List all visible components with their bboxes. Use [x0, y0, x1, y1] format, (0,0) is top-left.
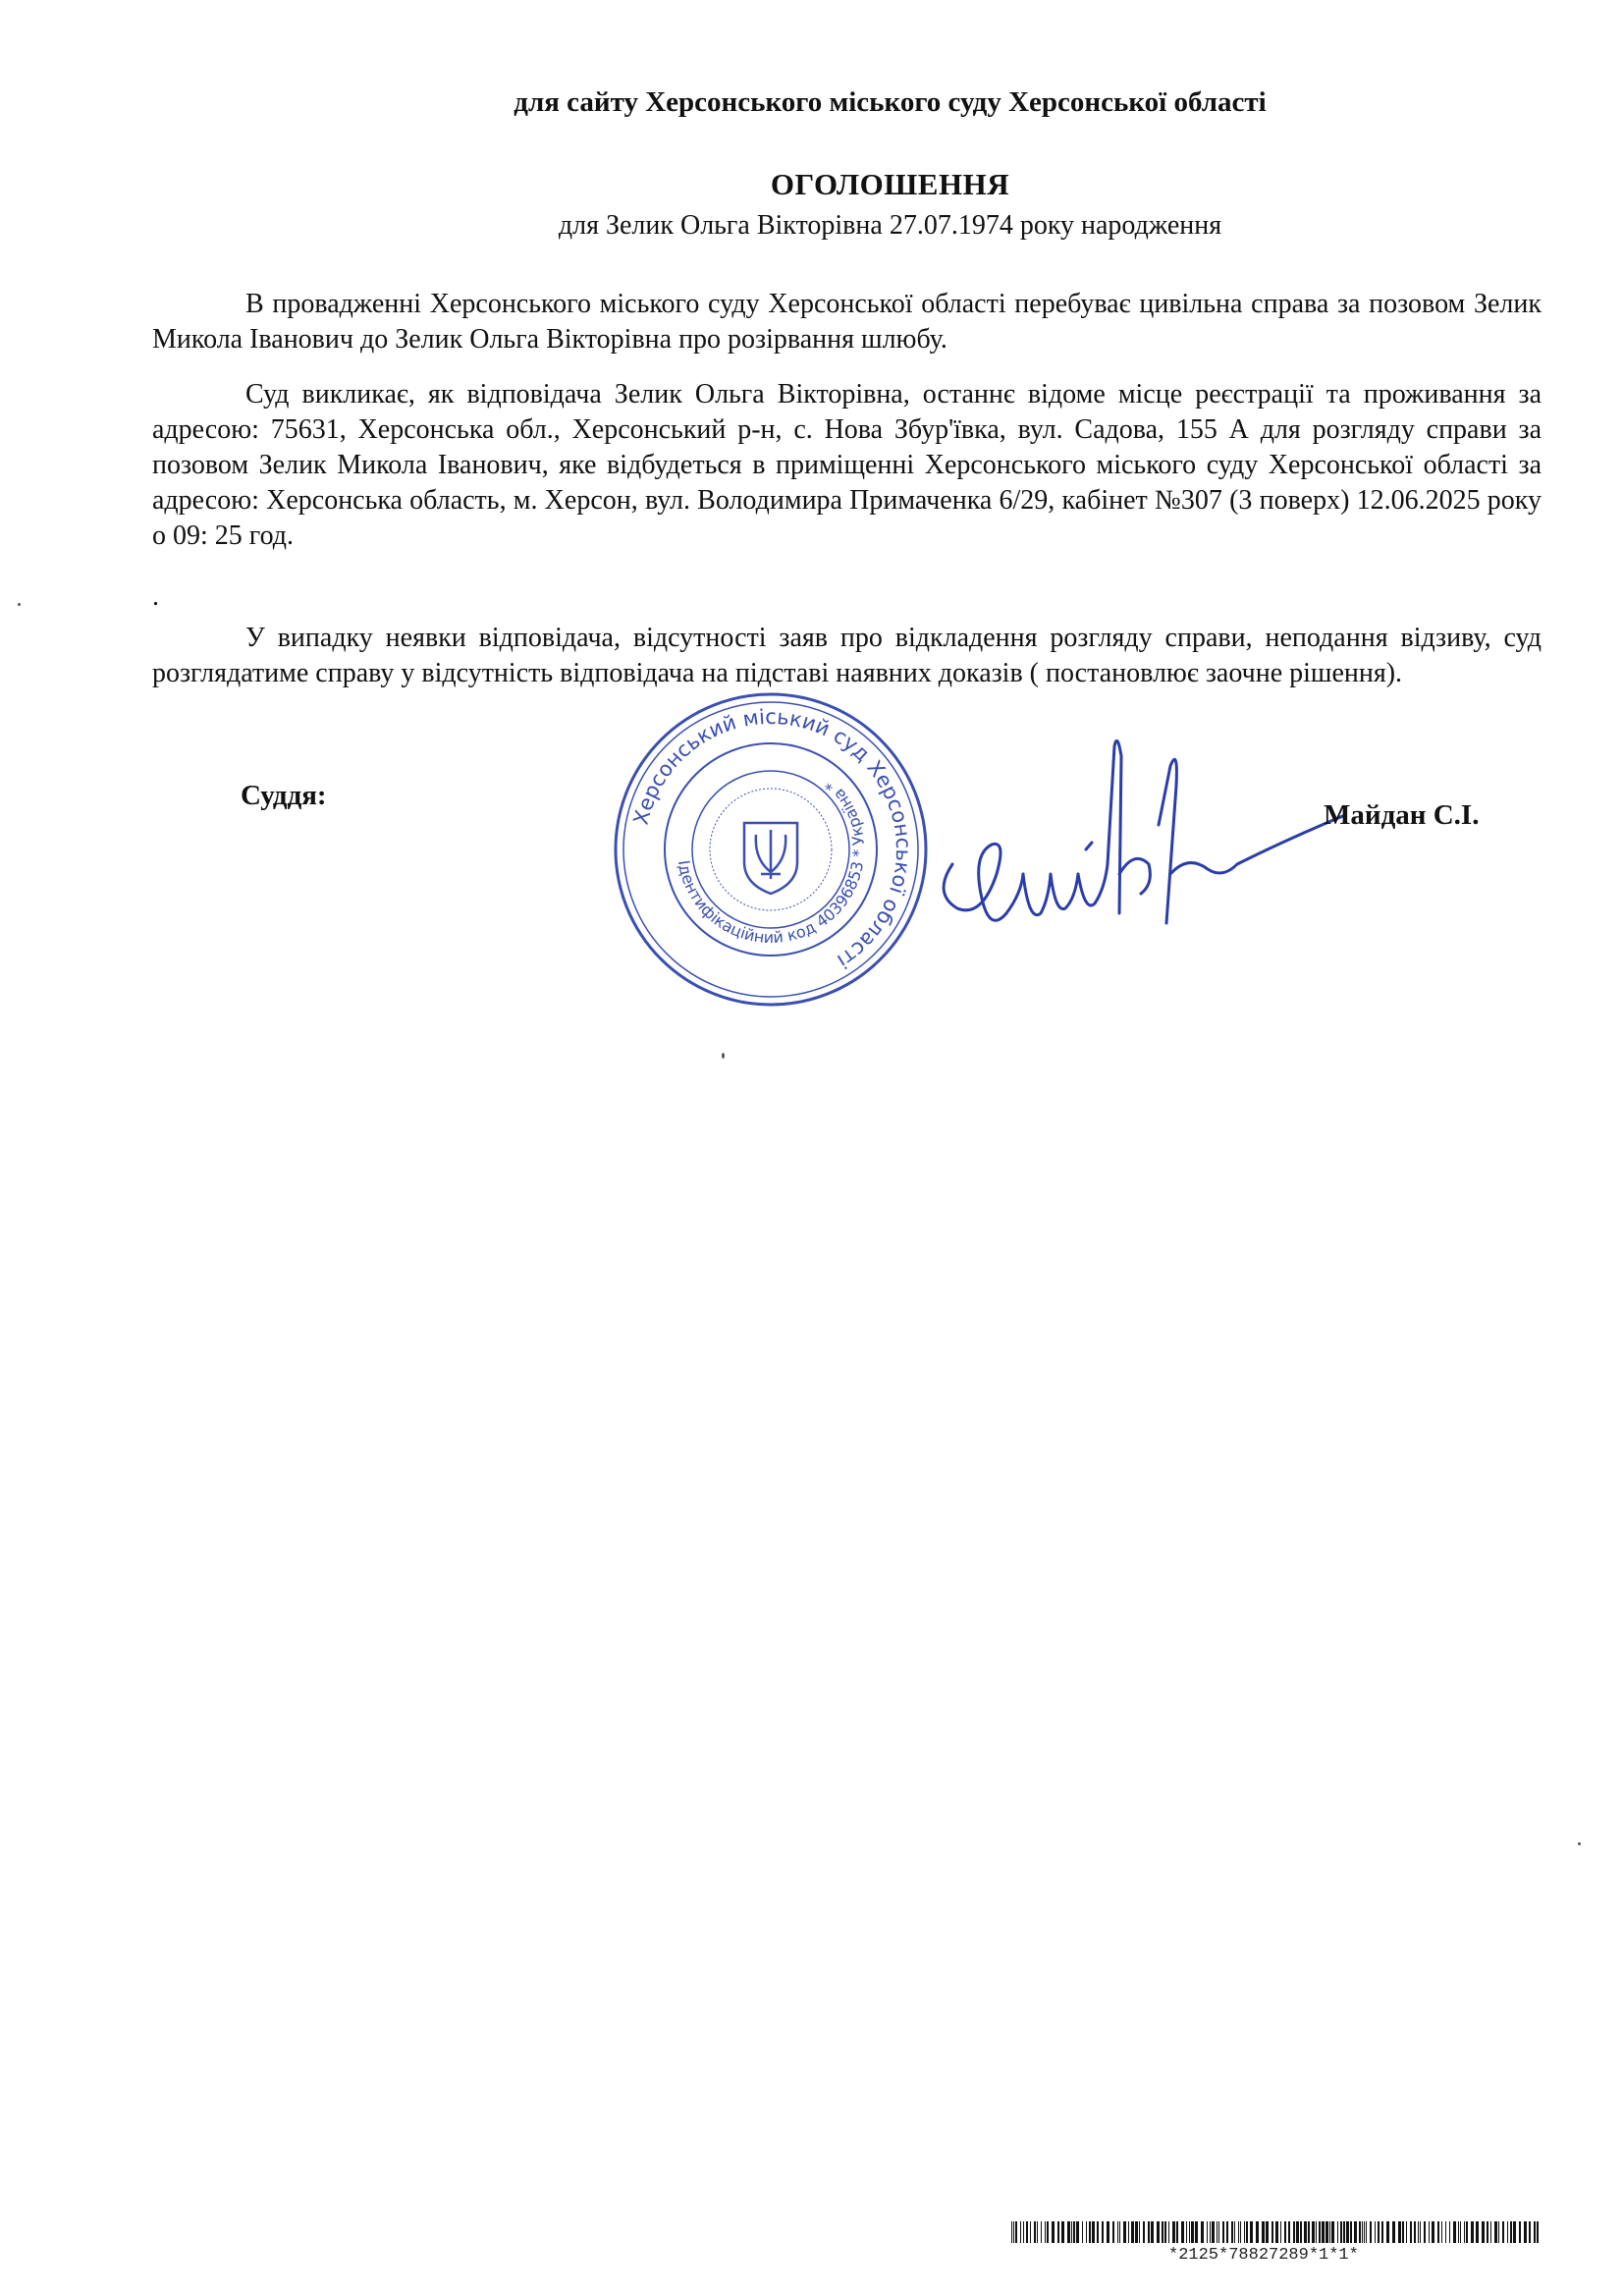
barcode-bar [1011, 2221, 1012, 2243]
barcode-bar [1460, 2221, 1461, 2243]
barcode-bar [1288, 2221, 1290, 2243]
barcode-bar [1476, 2221, 1479, 2243]
barcode-bar [1340, 2221, 1342, 2243]
barcode-bar [1207, 2221, 1208, 2243]
barcode-bar [1487, 2221, 1488, 2243]
barcode-bar [1102, 2221, 1104, 2243]
paragraph-3-text: У випадку неявки відповідача, відсутності заяв про відкладення розгляду справи, неподання відзиву, суд розглядатиме справу у відсутність відповідача на підставі наявних доказів ( постановлює заочне рішення). [152, 623, 1542, 688]
barcode-bar [1071, 2221, 1072, 2243]
barcode-bar [1308, 2221, 1310, 2243]
barcode-bar [1013, 2221, 1014, 2243]
barcode-bar [1370, 2221, 1372, 2243]
barcode-bar [1117, 2221, 1118, 2243]
barcode-bar [1304, 2221, 1307, 2243]
barcode-bar [1464, 2221, 1465, 2243]
barcode-bar [1176, 2221, 1178, 2243]
barcode-bar [1524, 2221, 1527, 2243]
barcode-bar [1510, 2221, 1512, 2243]
barcode-bar [1189, 2221, 1190, 2243]
barcode-bar [1234, 2221, 1235, 2243]
barcode-bar [1280, 2221, 1281, 2243]
barcode-bar [1316, 2221, 1317, 2243]
barcode-bar [1041, 2221, 1042, 2243]
barcode-bar [1201, 2221, 1204, 2243]
barcode-bar [1164, 2221, 1166, 2243]
barcode-bar [1181, 2221, 1184, 2243]
paragraph-1-text: В провадженні Херсонського міського суду Херсонської області перебуває цивільна справа за позовом Зелик Микола Іванович до Зелик Ольга Вікторівна про розірвання шлюбу. [152, 289, 1542, 355]
barcode-bar [1350, 2221, 1352, 2243]
barcode-bar [1076, 2221, 1079, 2243]
barcode-bar [1329, 2221, 1330, 2243]
barcode-bar [1490, 2221, 1491, 2243]
barcode-bar [1131, 2221, 1134, 2243]
barcode-bar [1240, 2221, 1241, 2243]
barcode-bar [1354, 2221, 1357, 2243]
barcode-bar [1284, 2221, 1286, 2243]
judge-label: Суддя: [241, 780, 327, 811]
barcode-bar [1128, 2221, 1129, 2243]
barcode-bar [1086, 2221, 1087, 2243]
barcode-bar [1437, 2221, 1439, 2243]
barcode-bar [1123, 2221, 1126, 2243]
scan-speck [18, 603, 21, 606]
barcode-bar [1092, 2221, 1095, 2243]
barcode-bar [1322, 2221, 1325, 2243]
barcode-bar [1386, 2221, 1389, 2243]
barcode-bar [1343, 2221, 1345, 2243]
barcode-bar [1212, 2221, 1215, 2243]
barcode-bar [1392, 2221, 1395, 2243]
barcode-bar [1441, 2221, 1442, 2243]
barcode-bar [1030, 2221, 1031, 2243]
barcode-bar [1135, 2221, 1138, 2243]
barcode-bar [1262, 2221, 1265, 2243]
barcode-bar [1458, 2221, 1459, 2243]
barcode-bar [1266, 2221, 1269, 2243]
barcode-bar [1226, 2221, 1228, 2243]
barcode-bar [1162, 2221, 1163, 2243]
barcode-bar [1331, 2221, 1334, 2243]
barcode-bar [1151, 2221, 1154, 2243]
barcode-bar [1362, 2221, 1363, 2243]
barcode-bar [1359, 2221, 1361, 2243]
barcode-bar [1519, 2221, 1521, 2243]
barcode-bar [1082, 2221, 1083, 2243]
barcode-bar [1045, 2221, 1046, 2243]
barcode-bar [1445, 2221, 1446, 2243]
barcode-bar [1275, 2221, 1278, 2243]
barcode-bar [1097, 2221, 1099, 2243]
barcode-bar [1172, 2221, 1175, 2243]
barcode-bar [1143, 2221, 1145, 2243]
barcode-bar [1026, 2221, 1028, 2243]
barcode-bar [1513, 2221, 1516, 2243]
barcode-bar [1067, 2221, 1070, 2243]
barcode-bar [1218, 2221, 1219, 2243]
barcode-bar [1148, 2221, 1150, 2243]
barcode [1011, 2221, 1542, 2243]
barcode-bar [1312, 2221, 1315, 2243]
barcode-bar [1061, 2221, 1064, 2243]
barcode-bar [1346, 2221, 1349, 2243]
paragraph-3 [152, 621, 1542, 691]
barcode-bar [1244, 2221, 1245, 2243]
document-header: для сайту Херсонського міського суду Херсонської області [514, 86, 1267, 118]
barcode-bar [1502, 2221, 1504, 2243]
barcode-bar [1378, 2221, 1380, 2243]
barcode-bar [1366, 2221, 1367, 2243]
barcode-bar [1246, 2221, 1248, 2243]
barcode-bar [1449, 2221, 1450, 2243]
barcode-bar [1453, 2221, 1456, 2243]
barcode-bar [1073, 2221, 1075, 2243]
barcode-bar [1020, 2221, 1021, 2243]
barcode-bar [1402, 2221, 1404, 2243]
trailing-dot: . [152, 581, 159, 612]
barcode-bar [1498, 2221, 1499, 2243]
barcode-bar [1271, 2221, 1273, 2243]
barcode-bar [1494, 2221, 1497, 2243]
barcode-code: *2125*78827289*1*1* [1168, 2246, 1359, 2265]
barcode-bar [1037, 2221, 1038, 2243]
barcode-bar [1107, 2221, 1109, 2243]
barcode-bar [1191, 2221, 1194, 2243]
barcode-bar [1432, 2221, 1434, 2243]
trident-icon [744, 823, 797, 894]
barcode-bar [1112, 2221, 1114, 2243]
document-subtitle: для Зелик Ольга Вікторівна 27.07.1974 року народження [558, 210, 1222, 241]
barcode-bar [1296, 2221, 1299, 2243]
barcode-bar [1052, 2221, 1055, 2243]
barcode-bar [1034, 2221, 1036, 2243]
barcode-bar [1364, 2221, 1365, 2243]
barcode-bar [1507, 2221, 1508, 2243]
barcode-bar [1119, 2221, 1120, 2243]
judge-signature [913, 727, 1345, 953]
judge-name: Майдан С.І. [1324, 799, 1480, 831]
scan-speck [1578, 1842, 1581, 1845]
paragraph-1 [152, 287, 1542, 357]
paragraph-2 [152, 377, 1542, 554]
barcode-bar [1410, 2221, 1412, 2243]
barcode-bar [1256, 2221, 1259, 2243]
scan-speck [722, 1053, 725, 1059]
paragraph-2-text: Суд викликає, як відповідача Зелик Ольга Вікторівна, останнє відоме місце реєстрації та проживання за адресою: 75631, Херсонська обл., Херсонський р-н, с. Нова Збур'ївка, вул. Садова, 155 А для розгляду справи за позовом Зелик Микола Іванович, яке відбудеться в приміщенні Херсонського міського суду Херсонської області за адресою: Херсонська область, м. Херсон, вул. Володимира Примаченка 6/29, кабінет №307 (3 поверх) 12.06.2025 року о 09: 25 год. [152, 379, 1542, 551]
barcode-bar [1319, 2221, 1321, 2243]
document-title: ОГОЛОШЕННЯ [770, 167, 1010, 201]
barcode-bar [1529, 2221, 1531, 2243]
barcode-bar [1238, 2221, 1239, 2243]
barcode-bar [1250, 2221, 1253, 2243]
court-seal-stamp [609, 687, 933, 1011]
barcode-bar [1231, 2221, 1233, 2243]
barcode-bar [1414, 2221, 1416, 2243]
barcode-bar [1222, 2221, 1224, 2243]
barcode-bar [1195, 2221, 1198, 2243]
seal-inner-text: Ідентифікаційний код 40396853 * Україна * [674, 775, 869, 948]
barcode-bar [1398, 2221, 1401, 2243]
barcode-bar [1471, 2221, 1474, 2243]
barcode-bar [1418, 2221, 1419, 2243]
barcode-bar [1482, 2221, 1485, 2243]
barcode-bar [1325, 2221, 1328, 2243]
barcode-bar [1186, 2221, 1187, 2243]
barcode-bar [1023, 2221, 1024, 2243]
seal-outer-text: Херсонський міський суд Херсонської області [628, 704, 916, 973]
barcode-bar [1168, 2221, 1169, 2243]
barcode-bar [1424, 2221, 1426, 2243]
barcode-bar [1375, 2221, 1376, 2243]
barcode-bar [1210, 2221, 1211, 2243]
barcode-bar [1406, 2221, 1407, 2243]
barcode-bar [1337, 2221, 1338, 2243]
barcode-bar [1537, 2221, 1539, 2243]
barcode-bar [1057, 2221, 1059, 2243]
barcode-bar [1429, 2221, 1430, 2243]
barcode-bar [1300, 2221, 1302, 2243]
barcode-bar [1139, 2221, 1140, 2243]
barcode-bar [1293, 2221, 1295, 2243]
barcode-bar [1534, 2221, 1536, 2243]
barcode-bar [1047, 2221, 1049, 2243]
barcode-bar [1157, 2221, 1160, 2243]
barcode-bar [1089, 2221, 1091, 2243]
barcode-bar [1420, 2221, 1421, 2243]
barcode-bar [1381, 2221, 1383, 2243]
barcode-bar [1466, 2221, 1468, 2243]
barcode-bar [1015, 2221, 1017, 2243]
